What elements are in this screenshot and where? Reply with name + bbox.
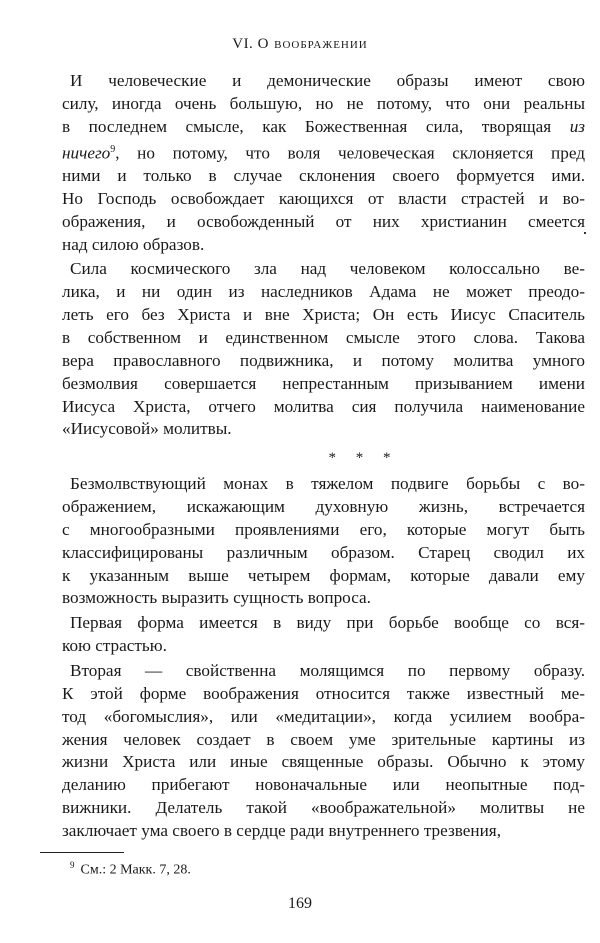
text-line: возможность выразить сущность вопроса. [62,588,371,608]
text-line: жизни Христа или иные священные образы. Обычно к этому [62,752,585,772]
paragraph [62,473,585,610]
text-line: заключает ума своего в сердце ради внутреннего трезвения, [62,820,502,840]
text-span: , но потому, что воля человеческая склоняется пред [115,143,585,163]
text-line: тод «богомыслия», или «медитации», когда усилием вообра- [62,706,585,726]
text-line: ними и только в случае склонения своего формуется ими. [62,166,585,186]
footnote [70,860,191,879]
paragraph [62,612,585,658]
text-line [62,139,585,166]
footnote-reference[interactable]: 9 [110,143,116,155]
text-line: Сила космического зла над человеком колоссально ве- [70,259,585,279]
italic-text: ничего [62,143,111,163]
paragraph [62,660,585,843]
text-line: силу, иногда очень большую, но не потому, что они реальны [62,93,585,113]
paragraph-gap [62,843,585,845]
text-line: безмолвия совершается непрестанным призыванием имени [62,373,585,393]
text-line: леть его без Христа и вне Христа; Он есть Иисус Спаситель [62,305,585,325]
text-line: «Иисусовой» молитвы. [62,419,232,439]
text-line: Первая форма имеется в виду при борьбе вообще со вся- [70,613,585,633]
chapter-number: VI. [232,36,254,52]
text-line: классифицированы различным образом. Старец сводил их [62,542,585,562]
text-line: Вторая — свойственна молящимся по первому образу. [70,660,585,680]
text-line: над силою образов. [62,234,205,254]
text-line: ображением, искажающим духовную жизнь, встречается [62,497,585,517]
text-line: И человеческие и демонические образы имеют свою [70,71,585,90]
paragraph [62,258,585,441]
text-line: жения человек создает в своем уме зрительные картины из [62,729,585,749]
footnote-text: См.: 2 Макк. 7, 28. [80,862,191,878]
chapter-title: О воображении [257,36,368,52]
text-span: в последнем смысле, как Божественная сила, творящая [62,116,570,136]
text-line: кою страстью. [62,636,167,656]
text-line: в собственном и единственном смысле этого слова. Такова [62,328,585,348]
page-number: 169 [288,895,312,912]
running-header [0,36,600,53]
text-line: вера православного подвижника, и потому молитва умного [62,350,585,370]
text-line: к указанным выше четырем формам, которые давали ему [62,565,585,585]
text-line: Безмолвствующий монах в тяжелом подвиге борьбы с во- [70,474,585,494]
text-line: Но Господь освобождает кающихся от власти страстей и во- [62,188,585,208]
paragraph [62,70,585,256]
section-separator: * * * [328,450,399,467]
speck [584,232,586,234]
text-line: Иисуса Христа, отчего молитва сия получила наименование [62,396,585,416]
text-line [62,116,585,139]
text-line: вижники. Делатель такой «воображательной» молитвы не [62,798,585,818]
text-line: деланию прибегают новоначальные или неопытные под- [62,775,585,795]
text-line: ображения, и освобожденный от них христианин смеется [62,211,585,231]
text-line: К этой форме воображения относится также известный ме- [62,683,585,703]
page-body [62,70,585,845]
footnote-number: 9 [70,860,75,870]
italic-text: из [569,116,585,136]
text-line: с многообразными проявлениями его, которые могут быть [62,519,585,539]
text-line: лика, и ни один из наследников Адама не может преодо- [62,282,585,302]
footnote-rule [40,852,124,853]
